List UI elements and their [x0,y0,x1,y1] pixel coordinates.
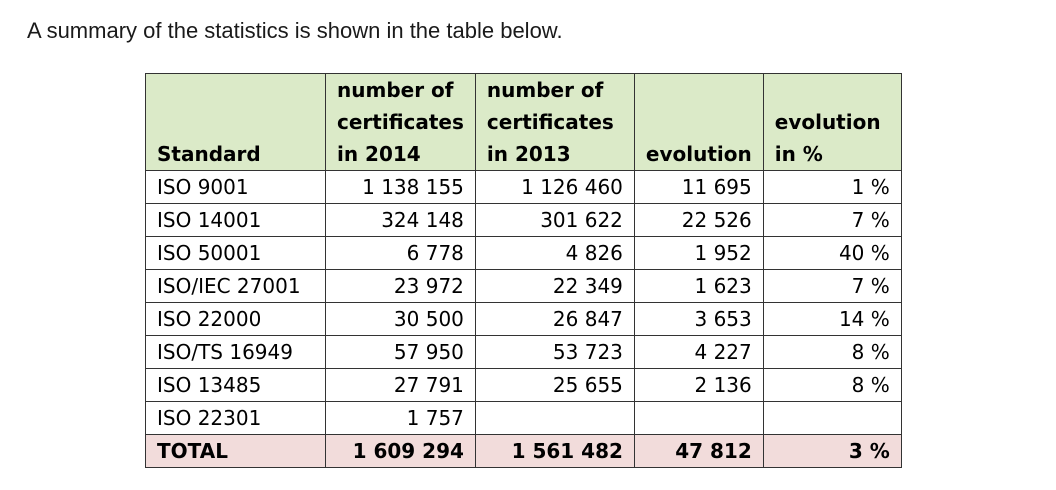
cell-2013: 25 655 [475,369,634,402]
cell-evolution-percent: 8 % [763,369,901,402]
table-row [146,171,902,204]
cell-2014: 1 138 155 [326,171,476,204]
total-evolution: 47 812 [634,435,763,468]
table-row [146,336,902,369]
header-evolution: evolution [634,74,763,171]
table-row [146,237,902,270]
header-row [146,74,902,171]
header-certificates-2014: number of certificates in 2014 [326,74,476,171]
cell-2013: 1 126 460 [475,171,634,204]
header-standard: Standard [146,74,326,171]
total-2013: 1 561 482 [475,435,634,468]
cell-standard: ISO/IEC 27001 [146,270,326,303]
cell-2014: 27 791 [326,369,476,402]
cell-2013: 26 847 [475,303,634,336]
cell-evolution [634,402,763,435]
cell-2013: 4 826 [475,237,634,270]
intro-text: A summary of the statistics is shown in the table below. [27,18,563,43]
cell-2013: 53 723 [475,336,634,369]
cell-standard: ISO 14001 [146,204,326,237]
statistics-table [145,73,902,468]
table-row [146,369,902,402]
cell-2014: 324 148 [326,204,476,237]
cell-evolution: 22 526 [634,204,763,237]
cell-standard: ISO 9001 [146,171,326,204]
cell-2013: 301 622 [475,204,634,237]
total-2014: 1 609 294 [326,435,476,468]
cell-evolution: 2 136 [634,369,763,402]
cell-evolution-percent: 40 % [763,237,901,270]
cell-2014: 6 778 [326,237,476,270]
total-evolution-percent: 3 % [763,435,901,468]
total-row [146,435,902,468]
cell-2014: 30 500 [326,303,476,336]
cell-2014: 57 950 [326,336,476,369]
table-row [146,402,902,435]
cell-evolution-percent: 7 % [763,270,901,303]
cell-standard: ISO 13485 [146,369,326,402]
cell-standard: ISO/TS 16949 [146,336,326,369]
cell-2014: 23 972 [326,270,476,303]
cell-standard: ISO 22301 [146,402,326,435]
cell-evolution-percent: 14 % [763,303,901,336]
cell-evolution-percent [763,402,901,435]
cell-evolution: 1 623 [634,270,763,303]
table-row [146,303,902,336]
cell-evolution-percent: 1 % [763,171,901,204]
table-row [146,204,902,237]
cell-2013 [475,402,634,435]
cell-evolution: 3 653 [634,303,763,336]
cell-evolution: 4 227 [634,336,763,369]
header-evolution-percent: evolution in % [763,74,901,171]
cell-2014: 1 757 [326,402,476,435]
header-certificates-2013: number of certificates in 2013 [475,74,634,171]
cell-standard: ISO 50001 [146,237,326,270]
cell-evolution-percent: 7 % [763,204,901,237]
cell-standard: ISO 22000 [146,303,326,336]
table-row [146,270,902,303]
cell-evolution: 1 952 [634,237,763,270]
cell-2013: 22 349 [475,270,634,303]
total-label: TOTAL [146,435,326,468]
cell-evolution-percent: 8 % [763,336,901,369]
cell-evolution: 11 695 [634,171,763,204]
